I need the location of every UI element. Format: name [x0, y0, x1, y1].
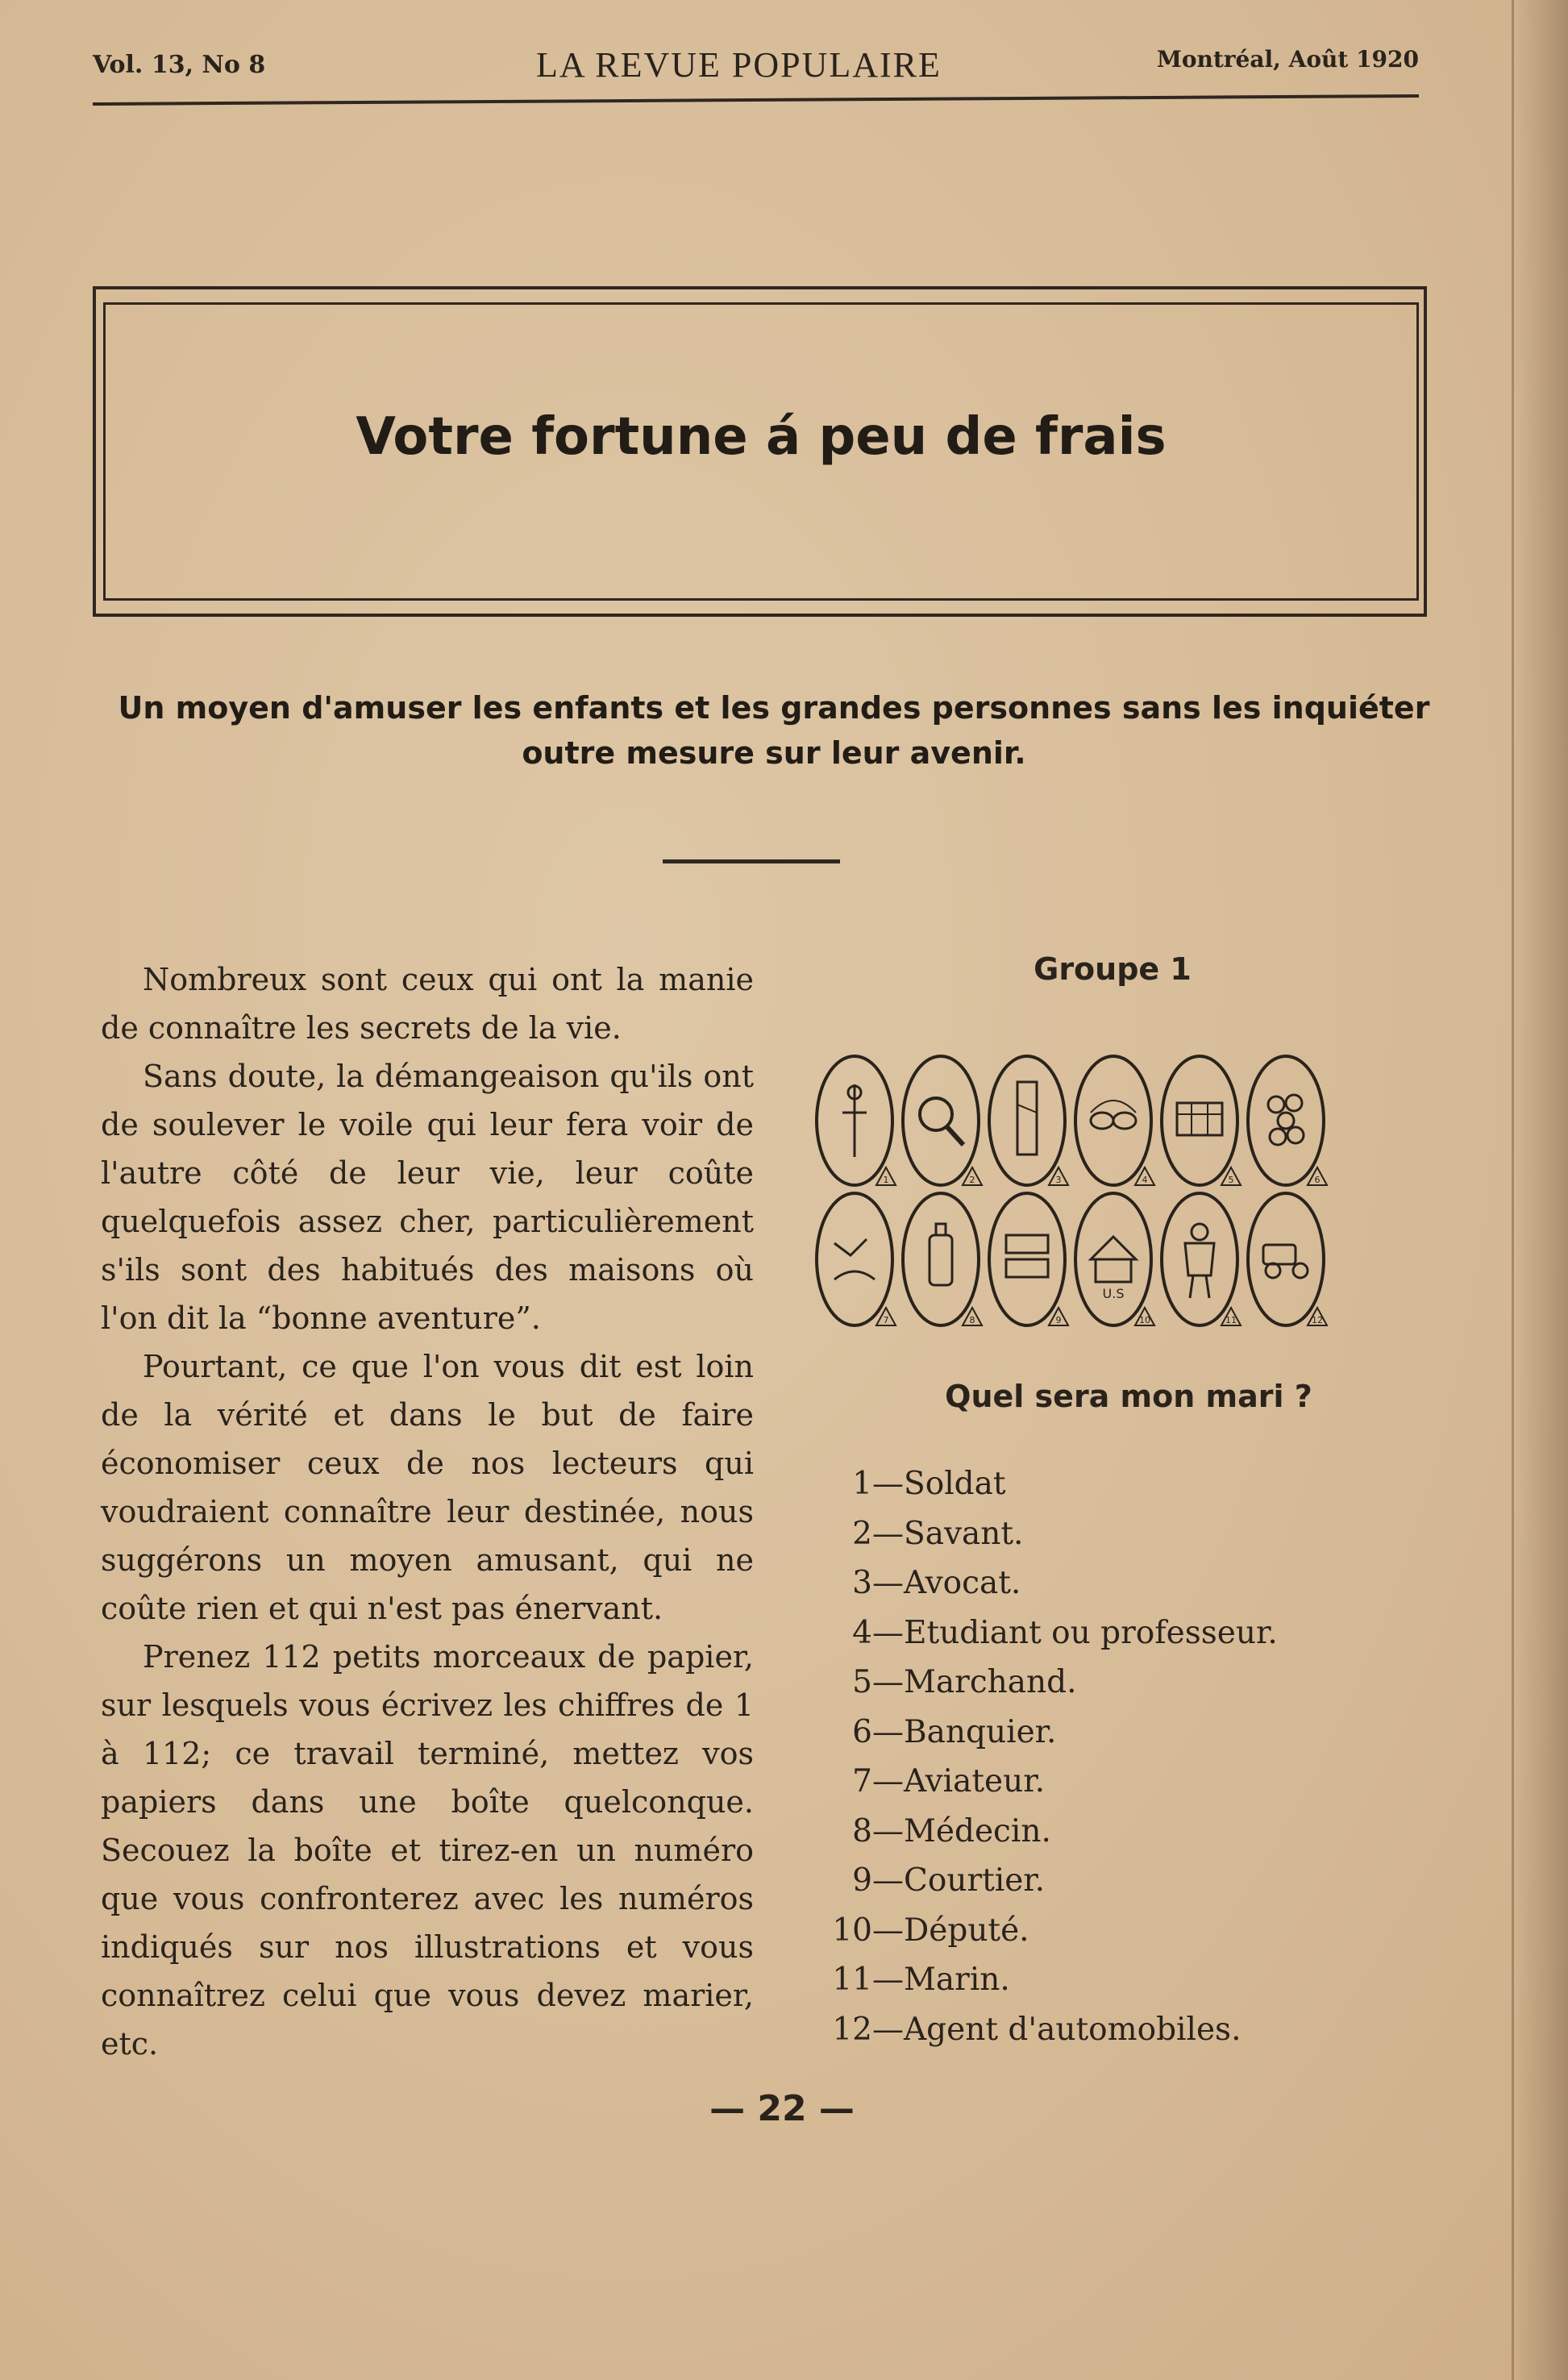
- page-edge-shadow: [1512, 0, 1568, 2380]
- list-item: 5—Marchand.: [852, 1664, 1077, 1700]
- list-item: 8—Médecin.: [852, 1812, 1051, 1849]
- husband-list: [814, 1459, 1278, 2054]
- vignette-number: 10: [1139, 1315, 1150, 1325]
- vignette-number: 1: [883, 1175, 889, 1185]
- vignette-oval: [903, 1056, 979, 1185]
- list-item: 2—Savant.: [852, 1515, 1024, 1552]
- paragraph-2: Sans doute, la démangeaison qu'ils ont de soulever le voile qui leur fera voir de l'autre côté de leur vie, leur coûte quelquefois assez cher, particulièrement s'ils sont des habitués des maisons où l'on dit la “bonne aventure”.: [101, 1059, 754, 1336]
- vignette-number: 7: [883, 1315, 889, 1325]
- vignette-oval: [1248, 1193, 1324, 1325]
- vignette-motif: [1185, 1224, 1214, 1298]
- list-item: 10—Député.: [832, 1912, 1029, 1949]
- vignette-number: 11: [1225, 1315, 1237, 1325]
- vignette-number: 2: [969, 1175, 975, 1185]
- page-fold-line: [1512, 0, 1514, 2380]
- paragraph-3: Pourtant, ce que l'on vous dit est loin de la vérité et dans le but de faire économiser ceux de nos lecteurs qui voudraient connaître leur destinée, nous suggérons un moyen amusant, qui ne coûte rien et qui n'est pas énervant.: [101, 1349, 754, 1626]
- article-body: [101, 955, 754, 2068]
- vignette-oval: [1162, 1056, 1237, 1185]
- paragraph-4: Prenez 112 petits morceaux de papier, sur lesquels vous écrivez les chiffres de 1 à 112; ce travail terminé, mettez vos papiers dans une boîte quelconque. Secouez la boîte et tirez-en un numéro que vous confronterez avec les numéros indiqués sur nos illustrations et vous connaîtrez celui que vous devez marier, etc.: [101, 1639, 754, 2062]
- fortune-illustration: [810, 1048, 1375, 1330]
- vignette-motif: [1091, 1237, 1136, 1301]
- ornamental-rule: [663, 859, 840, 863]
- list-item: 1—Soldat: [852, 1466, 1006, 1502]
- volume-number: Vol. 13, No 8: [93, 51, 266, 79]
- page-number: — 22 —: [709, 2088, 855, 2129]
- article-title: Votre fortune á peu de frais: [356, 407, 1167, 467]
- list-item: 12—Agent d'automobiles.: [832, 2011, 1242, 2048]
- magazine-name: LA REVUE POPULAIRE: [536, 45, 942, 85]
- question-heading: Quel sera mon mari ?: [945, 1379, 1312, 1414]
- vignette-motif: [920, 1098, 963, 1145]
- list-item: 3—Avocat.: [852, 1565, 1021, 1601]
- vignette-motif: [1177, 1103, 1222, 1135]
- vignette-number: 6: [1314, 1175, 1321, 1185]
- vignette-oval: [1248, 1056, 1324, 1185]
- list-item: 6—Banquier.: [852, 1713, 1057, 1750]
- list-item: 7—Aviateur.: [852, 1763, 1045, 1800]
- list-item: 4—Etudiant ou professeur.: [852, 1614, 1278, 1651]
- vignette-number: 5: [1228, 1175, 1234, 1185]
- vignette-motif: [1091, 1101, 1136, 1129]
- vignette-oval: [817, 1193, 892, 1325]
- vignette-number: 9: [1055, 1315, 1062, 1325]
- list-item: 11—Marin.: [832, 1962, 1010, 1998]
- paragraph-1: Nombreux sont ceux qui ont la manie de connaître les secrets de la vie.: [101, 962, 754, 1046]
- vignette-number: 4: [1142, 1175, 1148, 1185]
- article-subtitle: Un moyen d'amuser les enfants et les grandes personnes sans les inquiéter outre mesure sur leur avenir.: [118, 690, 1430, 771]
- issue-date: Montréal, Août 1920: [1156, 46, 1419, 73]
- header-rule: [93, 94, 1419, 106]
- vignette-motif: [834, 1239, 875, 1279]
- vignette-motif: [1263, 1245, 1308, 1278]
- vignette-number: 3: [1055, 1175, 1062, 1185]
- vignette-number: 8: [969, 1315, 975, 1325]
- running-header: [93, 44, 1419, 93]
- vignette-oval: [903, 1193, 979, 1325]
- vignette-motif: [930, 1224, 952, 1285]
- list-item: 9—Courtier.: [852, 1862, 1046, 1899]
- vignette-motif: [1268, 1095, 1304, 1145]
- illustration-text: U.S: [1102, 1286, 1125, 1301]
- group-label: Groupe 1: [1034, 951, 1192, 987]
- vignette-motif: [842, 1084, 867, 1157]
- vignette-number: 12: [1312, 1315, 1323, 1325]
- vignette-oval: [989, 1056, 1065, 1185]
- vignette-oval: [1162, 1193, 1237, 1325]
- vignette-motif: [1006, 1235, 1048, 1277]
- vignette-motif: [1017, 1082, 1037, 1155]
